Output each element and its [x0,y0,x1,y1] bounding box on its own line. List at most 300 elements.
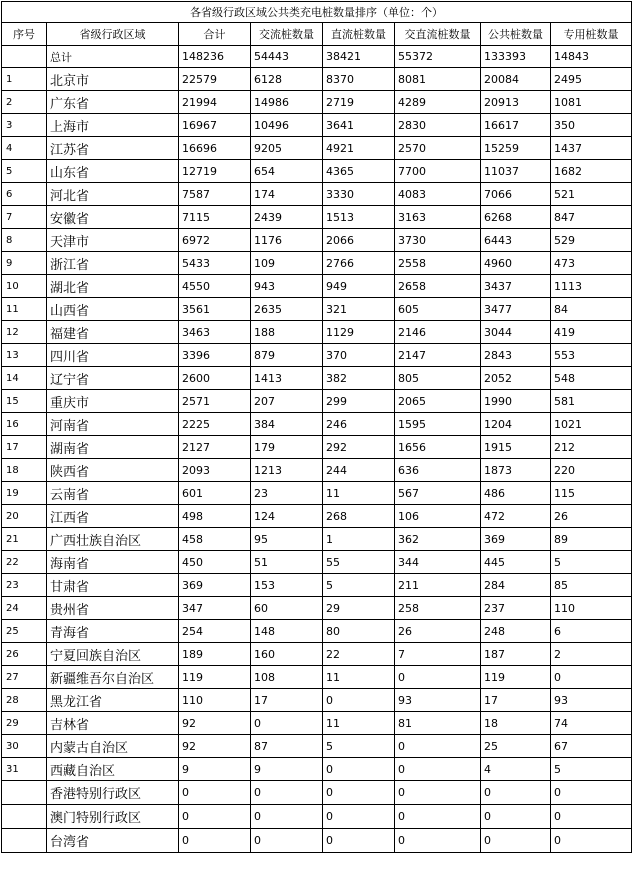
cell-total: 16967 [179,114,251,137]
total-row [2,46,632,68]
cell-public: 1990 [481,390,551,413]
total-dc: 38421 [323,46,395,68]
cell-total: 0 [179,781,251,805]
table-row [2,689,632,712]
header-ac: 交流桩数量 [251,23,323,46]
cell-dedicated: 0 [551,805,632,829]
cell-public: 4 [481,758,551,781]
cell-acdc: 636 [395,459,481,482]
cell-dc: 11 [323,666,395,689]
cell-public: 369 [481,528,551,551]
table-row [2,829,632,853]
cell-acdc: 605 [395,298,481,321]
cell-ac: 60 [251,597,323,620]
cell-dc: 4921 [323,137,395,160]
table-row [2,114,632,137]
cell-dc: 0 [323,829,395,853]
cell-idx [2,829,47,853]
cell-idx: 5 [2,160,47,183]
cell-ac: 108 [251,666,323,689]
cell-dedicated: 67 [551,735,632,758]
title-row [2,2,632,23]
table-row [2,643,632,666]
cell-dedicated: 529 [551,229,632,252]
cell-public: 7066 [481,183,551,206]
cell-dc: 3330 [323,183,395,206]
cell-idx [2,805,47,829]
cell-region: 江西省 [47,505,179,528]
cell-public: 1915 [481,436,551,459]
cell-dc: 268 [323,505,395,528]
cell-acdc: 2830 [395,114,481,137]
table-row [2,367,632,390]
cell-ac: 95 [251,528,323,551]
cell-ac: 6128 [251,68,323,91]
cell-total: 6972 [179,229,251,252]
cell-dc: 246 [323,413,395,436]
cell-dedicated: 0 [551,829,632,853]
cell-region: 浙江省 [47,252,179,275]
cell-public: 4960 [481,252,551,275]
cell-total: 119 [179,666,251,689]
cell-acdc: 2146 [395,321,481,344]
table-row [2,183,632,206]
table-row [2,275,632,298]
cell-ac: 1176 [251,229,323,252]
cell-dc: 1 [323,528,395,551]
cell-acdc: 4083 [395,183,481,206]
cell-region: 湖北省 [47,275,179,298]
cell-idx: 21 [2,528,47,551]
cell-public: 1204 [481,413,551,436]
cell-dedicated: 74 [551,712,632,735]
cell-acdc: 2558 [395,252,481,275]
cell-dedicated: 5 [551,758,632,781]
cell-ac: 179 [251,436,323,459]
cell-ac: 879 [251,344,323,367]
table-row [2,805,632,829]
cell-public: 20913 [481,91,551,114]
cell-total: 189 [179,643,251,666]
cell-ac: 23 [251,482,323,505]
cell-dc: 0 [323,781,395,805]
cell-acdc: 1656 [395,436,481,459]
table-row [2,413,632,436]
table-row [2,206,632,229]
cell-public: 0 [481,805,551,829]
cell-dc: 2766 [323,252,395,275]
cell-idx: 7 [2,206,47,229]
table-row [2,528,632,551]
cell-dc: 0 [323,758,395,781]
cell-dedicated: 84 [551,298,632,321]
cell-total: 254 [179,620,251,643]
header-dc: 直流桩数量 [323,23,395,46]
cell-idx: 25 [2,620,47,643]
cell-public: 3437 [481,275,551,298]
cell-acdc: 2570 [395,137,481,160]
table-row [2,91,632,114]
cell-region: 广东省 [47,91,179,114]
total-label: 总计 [47,46,179,68]
cell-total: 92 [179,735,251,758]
cell-acdc: 258 [395,597,481,620]
cell-total: 3396 [179,344,251,367]
cell-acdc: 567 [395,482,481,505]
cell-ac: 51 [251,551,323,574]
cell-dedicated: 1081 [551,91,632,114]
cell-ac: 160 [251,643,323,666]
cell-dedicated: 521 [551,183,632,206]
cell-region: 安徽省 [47,206,179,229]
cell-idx: 15 [2,390,47,413]
cell-ac: 943 [251,275,323,298]
cell-idx: 10 [2,275,47,298]
cell-idx: 20 [2,505,47,528]
cell-dedicated: 1682 [551,160,632,183]
header-region: 省级行政区域 [47,23,179,46]
cell-idx: 12 [2,321,47,344]
cell-acdc: 344 [395,551,481,574]
cell-idx: 4 [2,137,47,160]
cell-ac: 174 [251,183,323,206]
cell-total: 0 [179,805,251,829]
cell-idx: 29 [2,712,47,735]
cell-dedicated: 0 [551,666,632,689]
table-row [2,758,632,781]
table-row [2,574,632,597]
cell-dedicated: 85 [551,574,632,597]
charging-pile-table [1,1,632,853]
cell-public: 17 [481,689,551,712]
cell-ac: 17 [251,689,323,712]
cell-dedicated: 350 [551,114,632,137]
cell-dc: 2719 [323,91,395,114]
cell-total: 369 [179,574,251,597]
cell-public: 3044 [481,321,551,344]
cell-ac: 0 [251,805,323,829]
cell-ac: 87 [251,735,323,758]
cell-dedicated: 419 [551,321,632,344]
cell-acdc: 4289 [395,91,481,114]
table-row [2,68,632,91]
cell-dc: 299 [323,390,395,413]
cell-region: 甘肃省 [47,574,179,597]
cell-idx: 13 [2,344,47,367]
cell-public: 248 [481,620,551,643]
cell-acdc: 211 [395,574,481,597]
cell-public: 1873 [481,459,551,482]
cell-dc: 11 [323,712,395,735]
cell-region: 陕西省 [47,459,179,482]
cell-acdc: 2147 [395,344,481,367]
table-row [2,436,632,459]
cell-dc: 244 [323,459,395,482]
cell-total: 2093 [179,459,251,482]
cell-public: 119 [481,666,551,689]
cell-idx: 16 [2,413,47,436]
cell-dc: 949 [323,275,395,298]
cell-acdc: 81 [395,712,481,735]
cell-region: 辽宁省 [47,367,179,390]
cell-region: 山西省 [47,298,179,321]
cell-dedicated: 26 [551,505,632,528]
cell-public: 11037 [481,160,551,183]
cell-region: 海南省 [47,551,179,574]
cell-total: 458 [179,528,251,551]
cell-dedicated: 553 [551,344,632,367]
table-row [2,712,632,735]
cell-total: 3561 [179,298,251,321]
cell-region: 天津市 [47,229,179,252]
cell-dedicated: 220 [551,459,632,482]
cell-total: 2225 [179,413,251,436]
cell-region: 山东省 [47,160,179,183]
table-row [2,597,632,620]
total-idx-cell [2,46,47,68]
cell-public: 472 [481,505,551,528]
cell-dedicated: 581 [551,390,632,413]
table-row [2,781,632,805]
cell-dc: 80 [323,620,395,643]
table-row [2,160,632,183]
cell-region: 河南省 [47,413,179,436]
cell-dedicated: 1437 [551,137,632,160]
cell-acdc: 2658 [395,275,481,298]
cell-idx: 23 [2,574,47,597]
cell-idx: 22 [2,551,47,574]
cell-dedicated: 2 [551,643,632,666]
table-row [2,482,632,505]
cell-idx: 6 [2,183,47,206]
cell-ac: 109 [251,252,323,275]
cell-total: 110 [179,689,251,712]
cell-dc: 370 [323,344,395,367]
cell-ac: 207 [251,390,323,413]
cell-dc: 8370 [323,68,395,91]
cell-acdc: 3730 [395,229,481,252]
table-row [2,137,632,160]
cell-acdc: 362 [395,528,481,551]
cell-total: 3463 [179,321,251,344]
cell-acdc: 106 [395,505,481,528]
cell-region: 江苏省 [47,137,179,160]
cell-acdc: 0 [395,735,481,758]
cell-region: 福建省 [47,321,179,344]
cell-acdc: 26 [395,620,481,643]
cell-ac: 14986 [251,91,323,114]
cell-region: 四川省 [47,344,179,367]
cell-public: 284 [481,574,551,597]
total-ac: 54443 [251,46,323,68]
cell-acdc: 0 [395,781,481,805]
cell-dc: 3641 [323,114,395,137]
cell-dc: 5 [323,735,395,758]
cell-acdc: 0 [395,758,481,781]
cell-public: 237 [481,597,551,620]
cell-ac: 153 [251,574,323,597]
cell-idx: 30 [2,735,47,758]
cell-region: 湖南省 [47,436,179,459]
table-title: 各省级行政区域公共类充电桩数量排序（单位：个） [2,2,632,23]
cell-region: 北京市 [47,68,179,91]
table-row [2,620,632,643]
cell-region: 河北省 [47,183,179,206]
cell-total: 2600 [179,367,251,390]
cell-total: 16696 [179,137,251,160]
cell-public: 15259 [481,137,551,160]
cell-idx: 2 [2,91,47,114]
header-idx: 序号 [2,23,47,46]
cell-total: 4550 [179,275,251,298]
cell-acdc: 1595 [395,413,481,436]
cell-idx: 14 [2,367,47,390]
cell-region: 青海省 [47,620,179,643]
cell-dedicated: 89 [551,528,632,551]
cell-ac: 2439 [251,206,323,229]
cell-idx: 28 [2,689,47,712]
cell-public: 6443 [481,229,551,252]
cell-acdc: 3163 [395,206,481,229]
cell-total: 2571 [179,390,251,413]
cell-public: 486 [481,482,551,505]
total-dedicated: 14843 [551,46,632,68]
table-row [2,551,632,574]
cell-ac: 384 [251,413,323,436]
cell-ac: 2635 [251,298,323,321]
cell-public: 20084 [481,68,551,91]
cell-public: 3477 [481,298,551,321]
cell-dc: 5 [323,574,395,597]
cell-acdc: 7 [395,643,481,666]
cell-dc: 4365 [323,160,395,183]
table-row [2,666,632,689]
cell-dedicated: 115 [551,482,632,505]
cell-region: 香港特别行政区 [47,781,179,805]
cell-acdc: 0 [395,805,481,829]
cell-public: 16617 [481,114,551,137]
cell-ac: 654 [251,160,323,183]
cell-region: 广西壮族自治区 [47,528,179,551]
cell-region: 上海市 [47,114,179,137]
table-row [2,735,632,758]
cell-ac: 9205 [251,137,323,160]
cell-idx: 18 [2,459,47,482]
cell-dc: 1513 [323,206,395,229]
cell-ac: 1213 [251,459,323,482]
cell-region: 新疆维吾尔自治区 [47,666,179,689]
cell-public: 187 [481,643,551,666]
cell-acdc: 7700 [395,160,481,183]
cell-dc: 29 [323,597,395,620]
total-public: 133393 [481,46,551,68]
total-total: 148236 [179,46,251,68]
cell-total: 21994 [179,91,251,114]
cell-public: 2843 [481,344,551,367]
cell-dc: 55 [323,551,395,574]
header-public: 公共桩数量 [481,23,551,46]
cell-total: 7115 [179,206,251,229]
cell-total: 9 [179,758,251,781]
table-row [2,505,632,528]
table-row [2,390,632,413]
cell-dedicated: 548 [551,367,632,390]
cell-ac: 1413 [251,367,323,390]
total-acdc: 55372 [395,46,481,68]
cell-ac: 148 [251,620,323,643]
cell-acdc: 93 [395,689,481,712]
cell-idx: 31 [2,758,47,781]
cell-public: 18 [481,712,551,735]
cell-dedicated: 93 [551,689,632,712]
cell-idx: 8 [2,229,47,252]
cell-dc: 321 [323,298,395,321]
cell-dedicated: 473 [551,252,632,275]
cell-public: 0 [481,781,551,805]
cell-ac: 9 [251,758,323,781]
cell-total: 498 [179,505,251,528]
cell-region: 宁夏回族自治区 [47,643,179,666]
cell-total: 12719 [179,160,251,183]
cell-idx: 9 [2,252,47,275]
cell-dc: 2066 [323,229,395,252]
cell-dedicated: 1113 [551,275,632,298]
cell-dedicated: 1021 [551,413,632,436]
table-row [2,344,632,367]
cell-total: 5433 [179,252,251,275]
cell-region: 台湾省 [47,829,179,853]
table-row [2,252,632,275]
cell-region: 黑龙江省 [47,689,179,712]
cell-acdc: 0 [395,666,481,689]
cell-ac: 0 [251,829,323,853]
cell-idx: 17 [2,436,47,459]
table-row [2,459,632,482]
cell-dc: 1129 [323,321,395,344]
cell-dc: 11 [323,482,395,505]
cell-dedicated: 847 [551,206,632,229]
cell-total: 92 [179,712,251,735]
cell-idx: 27 [2,666,47,689]
table-row [2,229,632,252]
cell-dedicated: 6 [551,620,632,643]
cell-idx: 1 [2,68,47,91]
cell-acdc: 0 [395,829,481,853]
cell-total: 347 [179,597,251,620]
cell-ac: 0 [251,781,323,805]
cell-region: 澳门特别行政区 [47,805,179,829]
cell-dedicated: 5 [551,551,632,574]
cell-dedicated: 0 [551,781,632,805]
cell-total: 0 [179,829,251,853]
cell-total: 601 [179,482,251,505]
cell-idx [2,781,47,805]
cell-ac: 10496 [251,114,323,137]
header-total: 合计 [179,23,251,46]
cell-acdc: 805 [395,367,481,390]
cell-total: 2127 [179,436,251,459]
cell-region: 吉林省 [47,712,179,735]
cell-region: 云南省 [47,482,179,505]
cell-public: 2052 [481,367,551,390]
cell-dedicated: 110 [551,597,632,620]
cell-dc: 22 [323,643,395,666]
cell-public: 25 [481,735,551,758]
cell-total: 7587 [179,183,251,206]
cell-public: 445 [481,551,551,574]
header-dedicated: 专用桩数量 [551,23,632,46]
cell-dc: 0 [323,689,395,712]
